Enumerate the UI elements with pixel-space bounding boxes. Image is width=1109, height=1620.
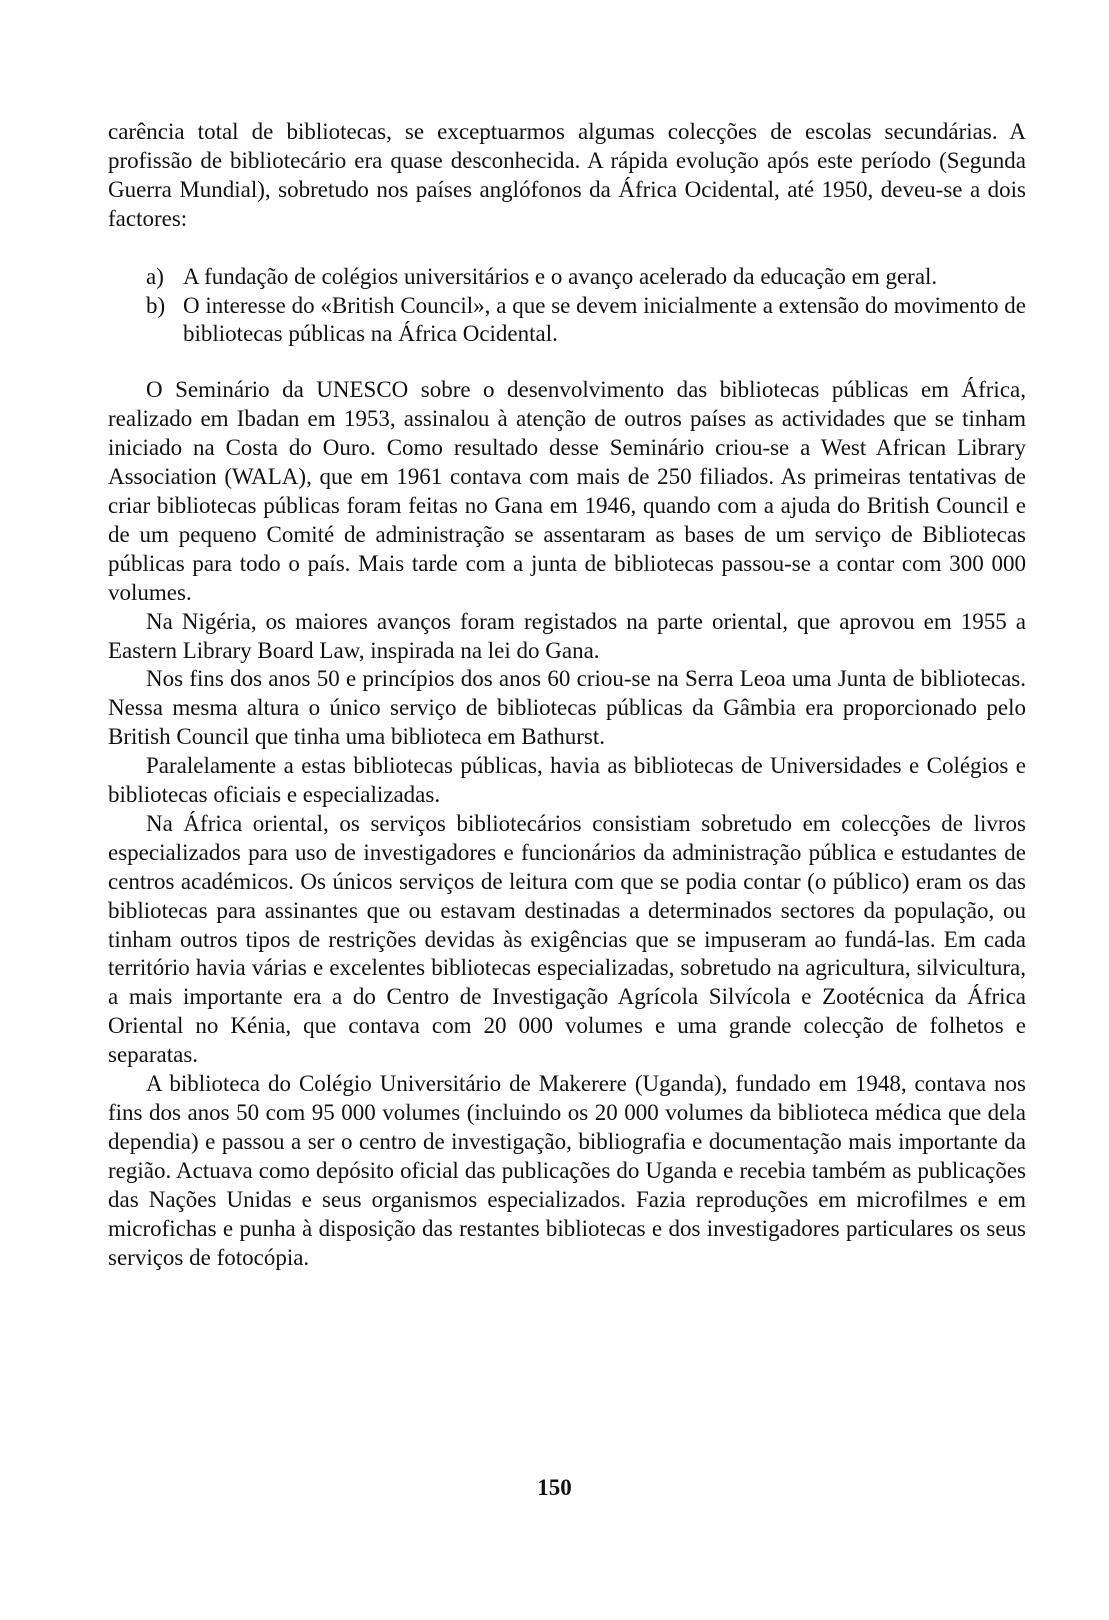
body-text [108,118,1026,1272]
list-item [108,263,1026,292]
paragraph-east-africa: Na África oriental, os serviços bibliotecários consistiam sobretudo em colecções de livros especializados para uso de investigadores e funcionários da administração pública e estudantes de centros académicos. Os únicos serviços de leitura com que se podia contar (o público) eram os das bibliotecas para assinantes que ou estavam destinadas a determinados sectores da população, ou tinham outros tipos de restrições devidas às exigências que se impuseram ao fundá-las. Em cada território havia várias e excelentes bibliotecas especializadas, sobretudo na agricultura, silvicultura, a mais importante era a do Centro de Investigação Agrícola Silvícola e Zootécnica da África Oriental no Kénia, que contava com 20 000 volumes e uma grande colecção de folhetos e separatas. [108,810,1026,1068]
page-number: 150 [537,1475,572,1500]
paragraph-unesco-seminar: O Seminário da UNESCO sobre o desenvolvimento das bibliotecas públicas em África, realizado em Ibadan em 1953, assinalou à atenção de outros países as actividades que se tinham iniciado na Costa do Ouro. Como resultado desse Seminário criou-se a West African Library Association (WALA), que em 1961 contava com mais de 250 filiados. As primeiras tentativas de criar bibliotecas públicas foram feitas no Gana em 1946, quando com a ajuda do British Council e de um pequeno Comité de administração se assentaram as bases de um serviço de Bibliotecas públicas para todo o país. Mais tarde com a junta de bibliotecas passou-se a contar com 300 000 volumes. [108,377,1026,605]
list-marker: a) [146,263,164,289]
list-marker: b) [146,292,166,318]
paragraph-university-libraries: Paralelamente a estas bibliotecas públicas, havia as bibliotecas de Universidades e Colégios e bibliotecas oficiais e especializadas. [108,753,1026,808]
paragraph-serra-leoa: Nos fins dos anos 50 e princípios dos anos 60 criou-se na Serra Leoa uma Junta de bibliotecas. Nessa mesma altura o único serviço de bibliotecas públicas da Gâmbia era proporcionado pelo British Council que tinha uma biblioteca em Bathurst. [108,666,1026,750]
paragraph-makerere: A biblioteca do Colégio Universitário de Makerere (Uganda), fundado em 1948, contava nos fins dos anos 50 com 95 000 volumes (incluindo os 20 000 volumes da biblioteca médica que dela dependia) e passou a ser o centro de investigação, bibliografia e documentação mais importante da região. Actuava como depósito oficial das publicações do Uganda e recebia também as publicações das Nações Unidas e seus organismos especializados. Fazia reproduções em microfilmes e em microfichas e punha à disposição das restantes bibliotecas e dos investigadores particulares os seus serviços de fotocópia. [108,1071,1026,1270]
list-item-text: A fundação de colégios universitários e o avanço acelerado da educação em geral. [183,263,938,289]
intro-paragraph: carência total de bibliotecas, se exceptuarmos algumas colecções de escolas secundárias. A profissão de bibliotecário era quase desconhecida. A rápida evolução após este período (Segunda Guerra Mundial), sobretudo nos países anglófonos da África Ocidental, até 1950, deveu-se a dois factores: [108,119,1026,231]
factors-list [108,263,1026,350]
paragraph-nigeria: Na Nigéria, os maiores avanços foram registados na parte oriental, que aprovou em 1955 a Eastern Library Board Law, inspirada na lei do Gana. [108,608,1026,663]
list-item [108,292,1026,350]
list-item-text: O interesse do «British Council», a que se devem inicialmente a extensão do movimento de bibliotecas públicas na África Ocidental. [183,292,1026,347]
